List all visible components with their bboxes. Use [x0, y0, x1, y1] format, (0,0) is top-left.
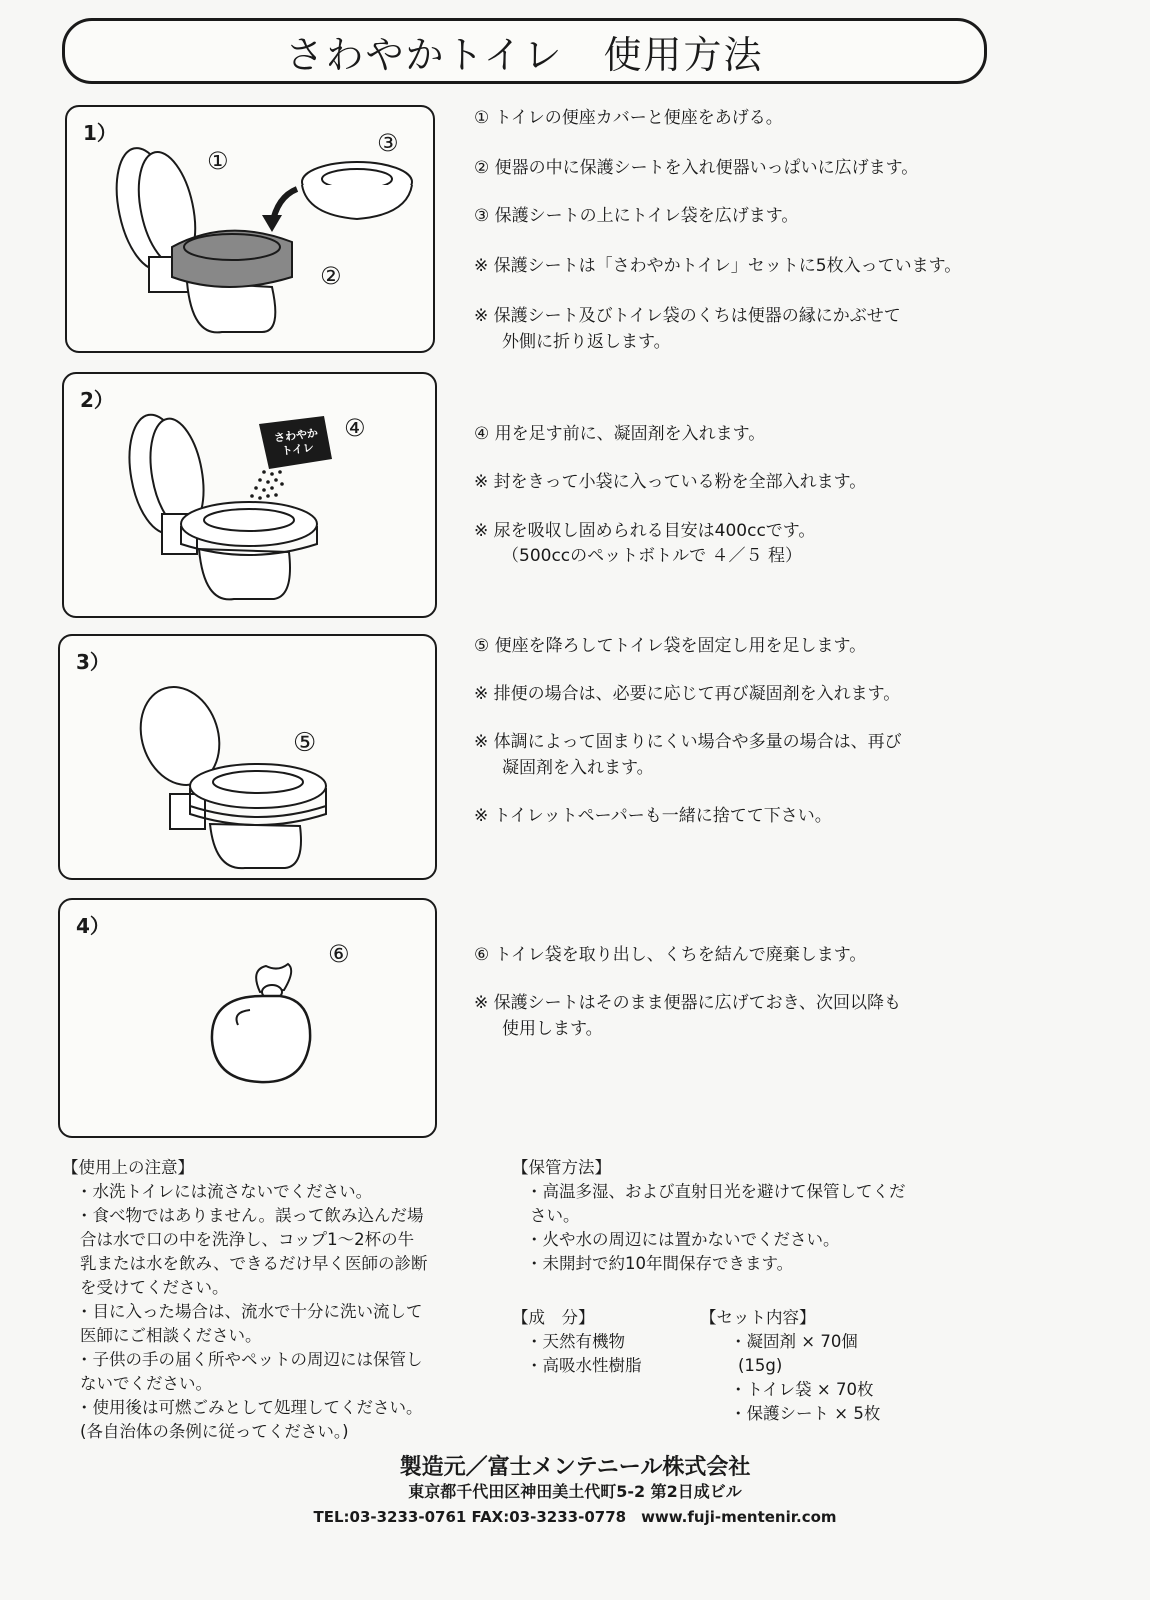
- contact-info: TEL:03-3233-0761 FAX:03-3233-0778 www.fuji-mentenir.com: [313, 1508, 837, 1526]
- step-panel-4: [58, 898, 437, 1138]
- section-heading: 【セット内容】: [700, 1308, 816, 1327]
- step-panel-2: [62, 372, 437, 618]
- section-heading: 【成 分】: [512, 1308, 595, 1327]
- panel-number: 4）: [76, 914, 110, 938]
- manufacturer: 製造元／富士メンテニール株式会社: [399, 1455, 751, 1480]
- toilet-closed-illustration: [60, 636, 437, 880]
- step-panel-1: [65, 105, 435, 353]
- marker-1: ①: [207, 147, 229, 175]
- address: 東京都千代田区神田美土代町5-2 第2日成ビル: [408, 1482, 742, 1501]
- packet-label: さわやか トイレ: [273, 426, 319, 458]
- step-panel-3: [58, 634, 437, 880]
- tied-bag-illustration: [60, 900, 437, 1138]
- marker-2: ②: [320, 262, 342, 290]
- marker-3: ③: [377, 129, 399, 157]
- title-banner: [62, 18, 987, 84]
- usage-cautions: 【使用上の注意】 ・水洗トイレには流さないでください。 ・食べ物ではありません。誤って飲み込んだ場 合は水で口の中を洗浄し、コップ1～2杯の牛 乳または水を飲み、できるだけ早く医師の診断 を受けてください。 ・目に入った場合は、流水で十分に洗い流して 医師にご相談ください。 ・子供の手の届く所やペットの周辺には保管し ないでください。 ・使用後は可燃ごみとして処理してください。 (各自治体の条例に従ってください。): [62, 1158, 428, 1441]
- panel-number: 3）: [76, 650, 110, 674]
- marker-6: ⑥: [328, 940, 350, 968]
- panel-number: 2）: [80, 388, 114, 412]
- ingredients: 【成 分】 ・天然有機物 ・高吸水性樹脂: [512, 1308, 642, 1375]
- storage-method: 【保管方法】 ・高温多湿、および直射日光を避けて保管してくだ さい。 ・火や水の周辺には置かないでください。 ・未開封で約10年間保存できます。: [512, 1158, 906, 1273]
- toilet-powder-illustration: [64, 374, 437, 618]
- section-heading: 【使用上の注意】: [62, 1158, 194, 1177]
- section-heading: 【保管方法】: [512, 1158, 611, 1177]
- marker-5: ⑤: [293, 728, 317, 758]
- page-title: さわやかトイレ 使用方法: [285, 32, 764, 77]
- marker-4: ④: [344, 414, 366, 442]
- set-contents: 【セット内容】 ・凝固剤 × 70個 (15g) ・トイレ袋 × 70枚 ・保護シート × 5枚: [700, 1308, 881, 1423]
- panel-number: 1）: [83, 121, 117, 145]
